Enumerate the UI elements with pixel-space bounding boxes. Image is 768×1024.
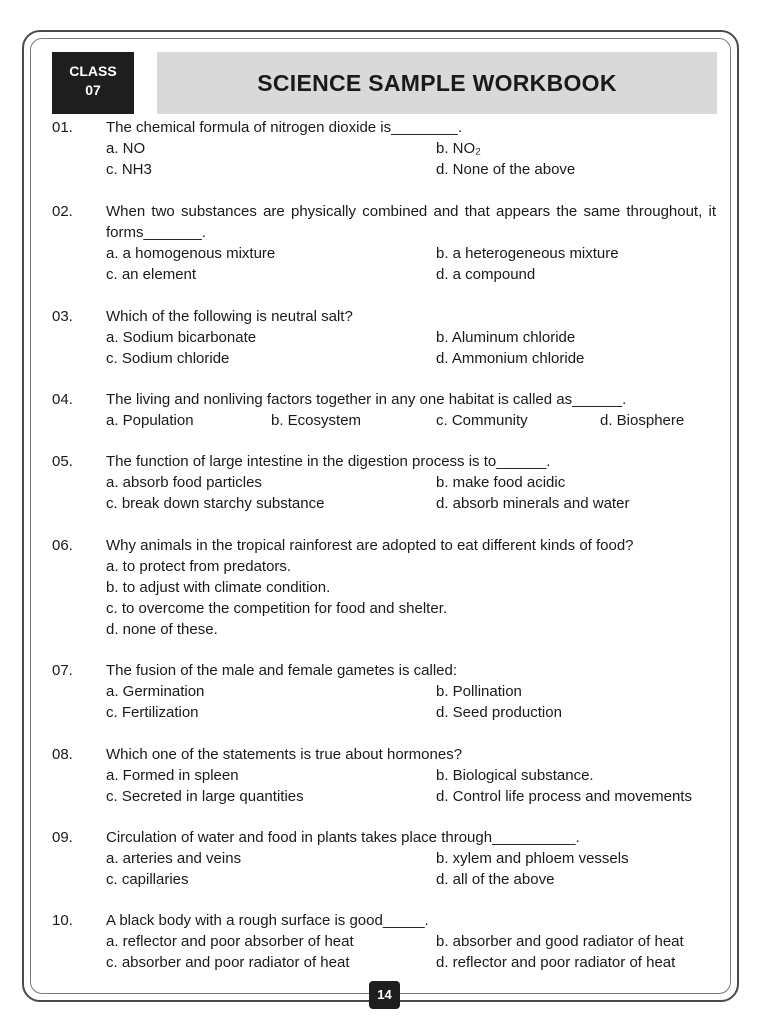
option-b: b. make food acidic	[436, 474, 566, 491]
question-number: 03.	[52, 308, 73, 325]
option-d: d. none of these.	[106, 621, 218, 638]
class-label: CLASS	[69, 63, 117, 79]
option-a: a. Sodium bicarbonate	[106, 329, 257, 346]
question-number: 06.	[52, 537, 73, 554]
option-a: a. reflector and poor absorber of heat	[106, 933, 354, 950]
option-a: a. to protect from predators.	[106, 558, 292, 575]
option-a: a. arteries and veins	[106, 850, 242, 867]
question-text: When two substances are physically combined and that appears the same throughout, it forms_______.	[106, 203, 716, 241]
option-b: b. Biological substance.	[436, 767, 594, 784]
question-text: The function of large intestine in the digestion process is to______.	[106, 453, 551, 470]
option-b: b. Aluminum chloride	[436, 329, 576, 346]
option-c: c. Sodium chloride	[106, 350, 230, 367]
option-c: c. NH3	[106, 161, 152, 178]
question-text: The fusion of the male and female gametes is called:	[106, 662, 458, 679]
question-number: 09.	[52, 829, 73, 846]
option-a: a. Germination	[106, 683, 205, 700]
question-text: The chemical formula of nitrogen dioxide is________.	[106, 119, 463, 136]
question-text: The living and nonliving factors together in any one habitat is called as______.	[106, 391, 627, 408]
option-d: d. absorb minerals and water	[436, 495, 630, 512]
question-number: 04.	[52, 391, 73, 408]
option-c: c. Fertilization	[106, 704, 199, 721]
option-d: d. a compound	[436, 266, 536, 283]
question-number: 07.	[52, 662, 73, 679]
page-number: 14	[369, 981, 400, 1009]
question-number: 01.	[52, 119, 73, 136]
question-text: Which of the following is neutral salt?	[106, 308, 353, 325]
option-c: c. absorber and poor radiator of heat	[106, 954, 350, 971]
question-text: Circulation of water and food in plants takes place through__________.	[106, 829, 580, 846]
option-c: c. Community	[436, 412, 528, 429]
question-number: 02.	[52, 203, 73, 220]
option-d: d. Seed production	[436, 704, 562, 721]
option-c: c. capillaries	[106, 871, 189, 888]
title-bar	[157, 52, 717, 114]
option-a: a. a homogenous mixture	[106, 245, 276, 262]
option-b: b. a heterogeneous mixture	[436, 245, 619, 262]
question-number: 05.	[52, 453, 73, 470]
option-d: d. reflector and poor radiator of heat	[436, 954, 676, 971]
option-d: d. Control life process and movements	[436, 788, 692, 805]
option-d: d. all of the above	[436, 871, 555, 888]
option-a: a. Population	[106, 412, 194, 429]
option-a: a. NO	[106, 140, 146, 157]
option-b: b. to adjust with climate condition.	[106, 579, 331, 596]
option-b: b. NO₂	[436, 140, 481, 157]
class-number: 07	[85, 82, 101, 98]
option-d: d. Ammonium chloride	[436, 350, 585, 367]
option-d: d. Biosphere	[600, 412, 685, 429]
option-c: c. Secreted in large quantities	[106, 788, 304, 805]
option-b: b. xylem and phloem vessels	[436, 850, 629, 867]
option-c: c. an element	[106, 266, 197, 283]
option-b: b. absorber and good radiator of heat	[436, 933, 684, 950]
option-b: b. Pollination	[436, 683, 522, 700]
question-text: Why animals in the tropical rainforest are adopted to eat different kinds of food?	[106, 537, 634, 554]
page-title: SCIENCE SAMPLE WORKBOOK	[257, 70, 617, 96]
option-a: a. absorb food particles	[106, 474, 262, 491]
class-badge	[52, 52, 134, 114]
question-number: 10.	[52, 912, 73, 929]
option-d: d. None of the above	[436, 161, 576, 178]
question-number: 08.	[52, 746, 73, 763]
option-a: a. Formed in spleen	[106, 767, 239, 784]
option-b: b. Ecosystem	[271, 412, 362, 429]
question-text: A black body with a rough surface is good_____.	[106, 912, 429, 929]
question-text: Which one of the statements is true about hormones?	[106, 746, 463, 763]
option-c: c. to overcome the competition for food and shelter.	[106, 600, 448, 617]
option-c: c. break down starchy substance	[106, 495, 325, 512]
